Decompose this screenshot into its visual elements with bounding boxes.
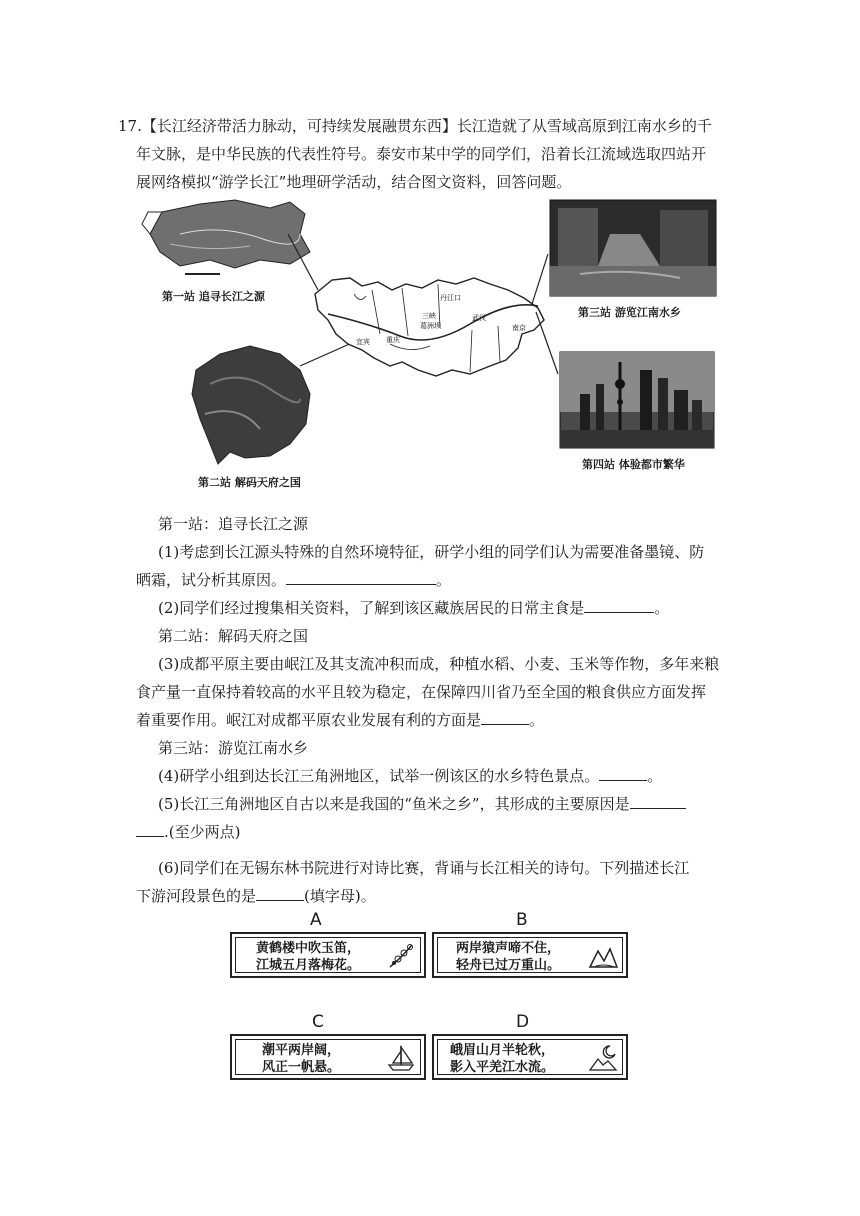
station-3-caption: 第三站 游览江南水乡 (578, 306, 681, 319)
option-d-letter: D (516, 1012, 530, 1032)
q3-line-2: 食产量一直保持着较高的水平且较为稳定，在保障四川省乃至全国的粮食供应方面发挥 (136, 683, 707, 701)
map-label-yibin: 宜宾 (356, 338, 370, 346)
water-town-photo (550, 200, 716, 296)
q6-line-1: (6)同学们在无锡东林书院进行对诗比赛，背诵与长江相关的诗句。下列描述长江 (158, 859, 690, 877)
q2-period: 。 (654, 599, 670, 617)
question-line-1 (118, 116, 712, 136)
station-1-heading: 第一站：追寻长江之源 (158, 515, 309, 533)
q6-text: 下游河段景色的是 (136, 887, 257, 905)
option-a-letter: A (310, 910, 322, 930)
q2-text: (2)同学们经过搜集相关资料，了解到该区藏族居民的日常主食是 (158, 599, 585, 617)
option-d-box[interactable] (432, 1034, 628, 1080)
q3-period: 。 (529, 711, 545, 729)
station-4-caption: 第四站 体验都市繁华 (582, 458, 685, 471)
option-a-line-2: 江城五月落梅花。 (256, 958, 361, 973)
yangtze-figure (140, 194, 720, 494)
option-c-text (262, 1042, 340, 1076)
station-3-heading: 第三站：游览江南水乡 (158, 739, 309, 757)
map-label-nanjing: 南京 (512, 324, 526, 332)
q5-answer-blank-1[interactable] (630, 794, 686, 809)
map-label-danjiangkou: 丹江口 (440, 294, 461, 302)
option-b-box[interactable] (432, 932, 628, 978)
source-region-map (142, 200, 310, 274)
option-c-line-2: 风正一帆悬。 (262, 1060, 341, 1075)
q6-line-2 (136, 886, 376, 906)
station-2-heading: 第二站：解码天府之国 (158, 627, 309, 645)
q4-answer-blank[interactable] (599, 766, 647, 781)
sailboat-icon (386, 1043, 416, 1073)
map-label-sanxia: 三峡 (422, 312, 436, 320)
option-a-line-1: 黄鹤楼中吹玉笛， (256, 941, 361, 956)
q4-line (158, 766, 662, 786)
map-label-wuhan: 武汉 (472, 314, 486, 322)
q2-line (158, 598, 669, 618)
figure-drawing (140, 194, 720, 494)
q6-instruction: (填字母)。 (304, 887, 376, 905)
option-c-line-1: 潮平两岸阔， (262, 1043, 341, 1058)
option-b-text (456, 940, 560, 974)
map-label-gezhouba: 葛洲坝 (420, 322, 441, 330)
q1-text: 晒霜，试分析其原因。 (136, 571, 287, 589)
option-b-line-2: 轻舟已过万重山。 (456, 958, 561, 973)
q2-answer-blank[interactable] (584, 598, 654, 613)
option-b-letter: B (516, 910, 528, 930)
q4-period: 。 (647, 767, 663, 785)
q5-text: (5)长江三角洲地区自古以来是我国的“鱼米之乡”，其形成的主要原因是 (158, 795, 630, 813)
q1-answer-blank[interactable] (286, 570, 436, 585)
option-d-text (450, 1042, 554, 1076)
q5-line-1 (158, 794, 686, 814)
q5-note: .(至少两点) (164, 823, 241, 841)
city-skyline-photo (560, 352, 714, 448)
q3-text: 着重要作用。岷江对成都平原农业发展有利的方面是 (136, 711, 482, 729)
option-a-text (256, 940, 360, 974)
option-d-line-1: 峨眉山月半轮秋， (450, 1043, 555, 1058)
option-d-line-2: 影入平羌江水流。 (450, 1060, 555, 1075)
station-2-caption: 第二站 解码天府之国 (198, 476, 301, 489)
connector-line-4 (536, 312, 558, 374)
station-1-caption: 第一站 追寻长江之源 (162, 290, 265, 303)
question-line-3: 展网络模拟“游学长江”地理研学活动，结合图文资料，回答问题。 (136, 173, 572, 191)
question-number: 17. (118, 117, 142, 135)
q1-line-1: (1)考虑到长江源头特殊的自然环境特征，研学小组的同学们认为需要准备墨镜、防 (158, 543, 705, 561)
q1-period: 。 (436, 571, 452, 589)
map-label-chongqing: 重庆 (386, 336, 400, 344)
option-b-line-1: 两岸猿声啼不住， (456, 941, 561, 956)
connector-line-3 (532, 254, 548, 304)
mountains-icon (588, 941, 618, 971)
q3-answer-blank[interactable] (481, 710, 529, 725)
option-a-box[interactable] (230, 932, 426, 978)
q3-line-1: (3)成都平原主要由岷江及其支流冲积而成，种植水稻、小麦、玉米等作物，多年来粮 (158, 655, 720, 673)
moon-mountain-icon (588, 1043, 618, 1073)
q5-line-2 (136, 822, 240, 842)
plum-blossom-icon (386, 941, 416, 971)
q4-text: (4)研学小组到达长江三角洲地区，试举一例该区的水乡特色景点。 (158, 767, 600, 785)
option-c-box[interactable] (230, 1034, 426, 1080)
sichuan-basin-map (192, 346, 310, 464)
question-line-2: 年文脉，是中华民族的代表性符号。泰安市某中学的同学们，沿着长江流域选取四站开 (136, 145, 707, 163)
question-intro-1: 【长江经济带活力脉动，可持续发展融贯东西】长江造就了从雪域高原到江南水乡的千 (141, 117, 712, 135)
q6-answer-blank[interactable] (256, 886, 304, 901)
q3-line-3 (136, 710, 544, 730)
q5-answer-blank-2[interactable] (136, 822, 164, 837)
option-c-letter: C (312, 1012, 324, 1032)
q1-line-2 (136, 570, 451, 590)
